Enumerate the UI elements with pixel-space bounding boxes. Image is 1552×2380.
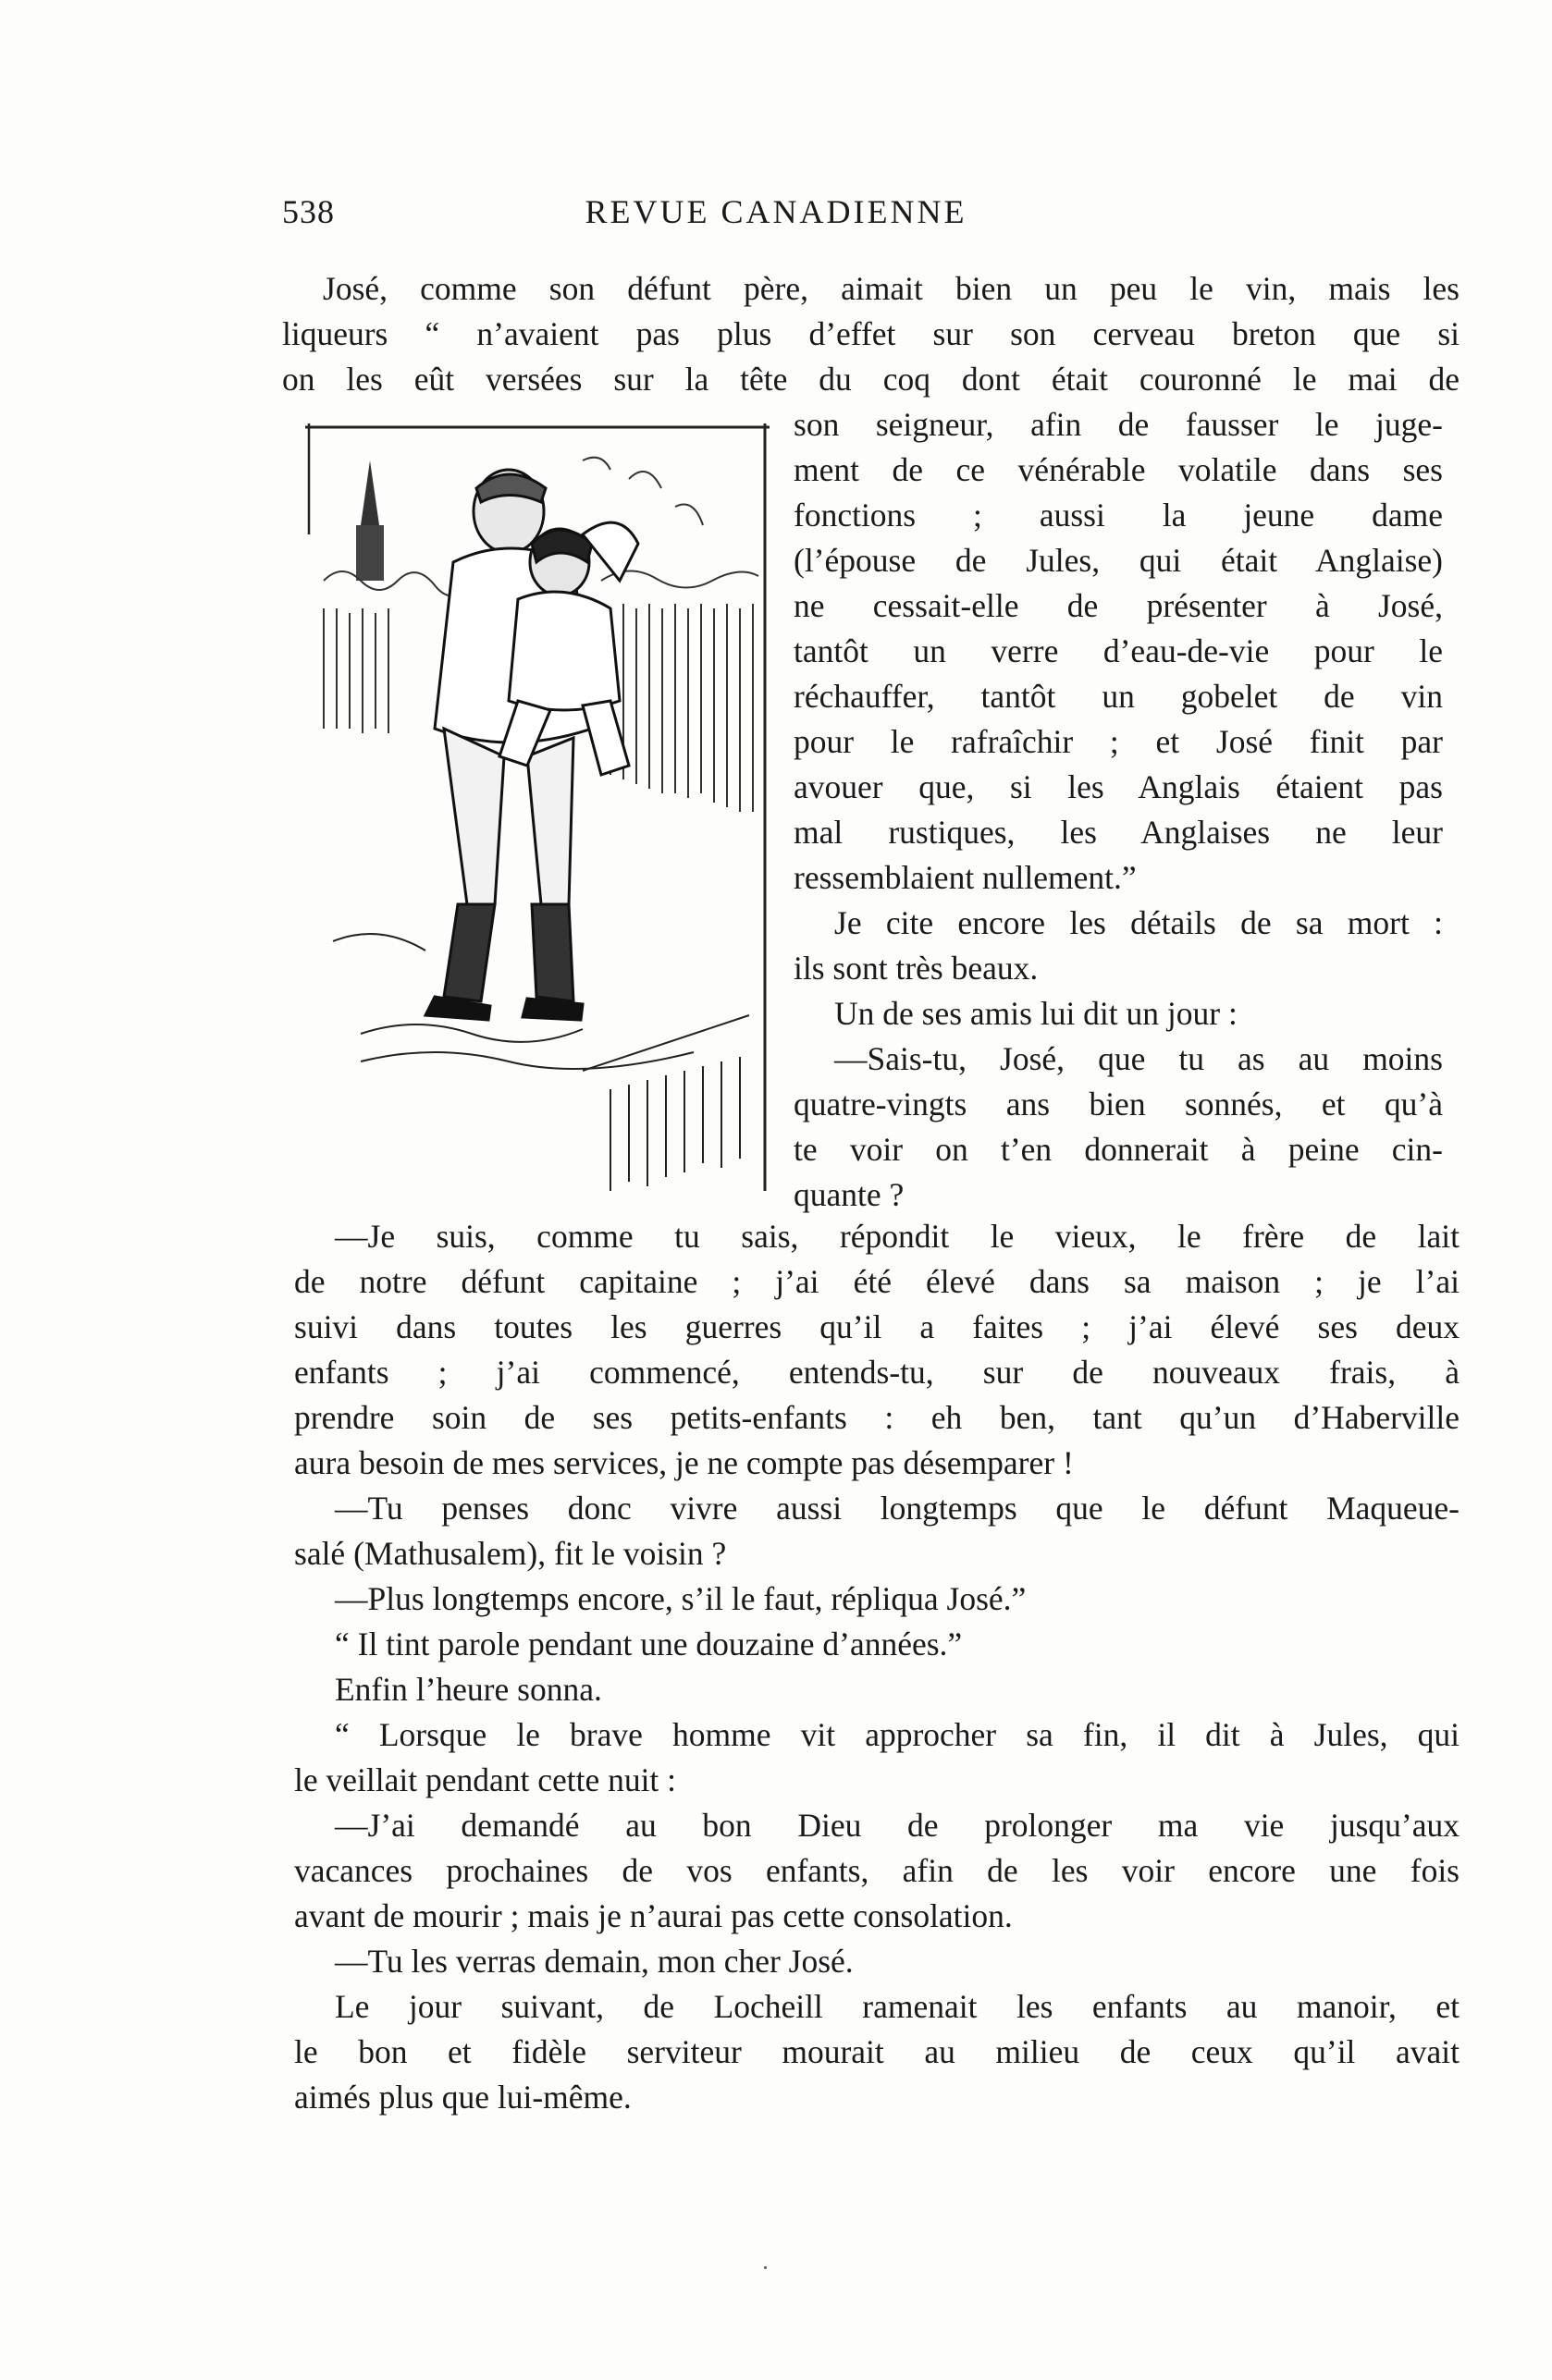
text-line: te voir on t’en donnerait à peine cin- (794, 1131, 1443, 1168)
text-line: le veillait pendant cette nuit : (294, 1761, 677, 1798)
page-number: 538 (282, 193, 335, 230)
text-line: José, comme son défunt père, aimait bien un peu le vin, mais les (323, 270, 1460, 307)
text-line: —Sais-tu, José, que tu as au moins (834, 1040, 1443, 1077)
text-line: —Plus longtemps encore, s’il le faut, répliqua José.” (335, 1580, 1027, 1617)
text-line: —Tu les verras demain, mon cher José. (335, 1943, 854, 1980)
engraving-illustration (305, 423, 770, 1191)
text-line: réchauffer, tantôt un gobelet de vin (794, 678, 1443, 715)
text-line: —J’ai demandé au bon Dieu de prolonger ma vie jusqu’aux (335, 1807, 1460, 1844)
page-header (282, 192, 1270, 239)
text-line: “ Il tint parole pendant une douzaine d’années.” (335, 1626, 963, 1662)
text-line: ils sont très beaux. (794, 950, 1039, 987)
text-line: avouer que, si les Anglais étaient pas (794, 768, 1443, 805)
text-line: pour le rafraîchir ; et José finit par (794, 723, 1443, 760)
text-line: quatre-vingts ans bien sonnés, et qu’à (794, 1086, 1443, 1123)
side-column-text (794, 402, 1443, 1218)
text-line: ressemblaient nullement.” (794, 859, 1137, 896)
text-line: de notre défunt capitaine ; j’ai été élevé dans sa maison ; je l’ai (294, 1263, 1460, 1300)
text-line: le bon et fidèle serviteur mourait au milieu de ceux qu’il avait (294, 2033, 1460, 2070)
text-line: on les eût versées sur la tête du coq dont était couronné le mai de (282, 361, 1460, 398)
text-line: tantôt un verre d’eau-de-vie pour le (794, 632, 1443, 669)
text-line: aimés plus que lui-même. (294, 2079, 632, 2116)
text-line: suivi dans toutes les guerres qu’il a faites ; j’ai élevé ses deux (294, 1308, 1460, 1345)
text-line: liqueurs “ n’avaient pas plus d’effet sur son cerveau breton que si (282, 315, 1460, 352)
opening-paragraph (282, 266, 1460, 402)
text-line: “ Lorsque le brave homme vit approcher sa fin, il dit à Jules, qui (335, 1716, 1460, 1753)
text-line: son seigneur, afin de fausser le juge- (794, 406, 1443, 443)
text-line: quante ? (794, 1176, 905, 1213)
text-line: Le jour suivant, de Locheill ramenait les enfants au manoir, et (335, 1988, 1460, 2025)
man-carrying-child-engraving (305, 423, 770, 1191)
text-line: prendre soin de ses petits-enfants : eh ben, tant qu’un d’Haberville (294, 1399, 1460, 1436)
text-line: aura besoin de mes services, je ne compte pas désemparer ! (294, 1444, 1074, 1481)
running-title: REVUE CANADIENNE (585, 193, 967, 230)
text-line: mal rustiques, les Anglaises ne leur (794, 814, 1443, 851)
closing-paragraphs (294, 1214, 1460, 2120)
text-line: —Je suis, comme tu sais, répondit le vieux, le frère de lait (335, 1218, 1460, 1255)
text-line: ne cessait-elle de présenter à José, (794, 587, 1443, 624)
text-line: salé (Mathusalem), fit le voisin ? (294, 1535, 727, 1572)
text-line: ment de ce vénérable volatile dans ses (794, 451, 1443, 488)
text-line: Je cite encore les détails de sa mort : (834, 904, 1443, 941)
text-line: avant de mourir ; mais je n’aurai pas cette consolation. (294, 1897, 1013, 1934)
ink-speck (764, 2266, 767, 2269)
text-line: —Tu penses donc vivre aussi longtemps que le défunt Maqueue- (335, 1490, 1460, 1527)
text-line: fonctions ; aussi la jeune dame (794, 497, 1443, 534)
text-line: Enfin l’heure sonna. (335, 1671, 602, 1708)
text-line: (l’épouse de Jules, qui était Anglaise) (794, 542, 1443, 579)
text-line: enfants ; j’ai commencé, entends-tu, sur de nouveaux frais, à (294, 1354, 1460, 1391)
text-line: Un de ses amis lui dit un jour : (834, 995, 1238, 1032)
text-line: vacances prochaines de vos enfants, afin de les voir encore une fois (294, 1852, 1460, 1889)
